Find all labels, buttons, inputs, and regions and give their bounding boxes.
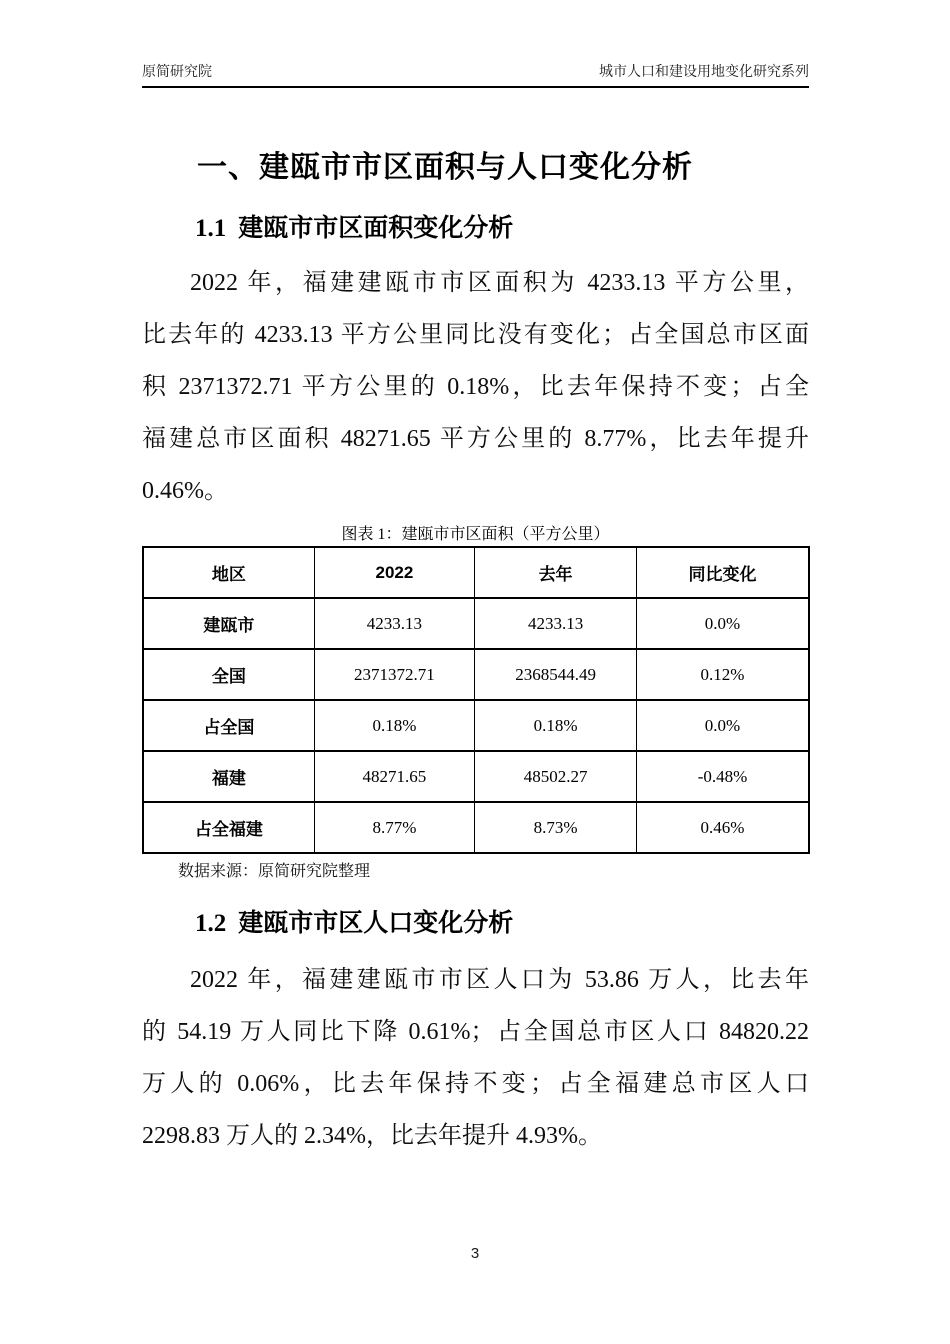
paragraph-line: 福建总市区面积 48271.65 平方公里的 8.77%，比去年提升 bbox=[142, 426, 809, 452]
area-table bbox=[142, 546, 810, 854]
page-number: 3 bbox=[470, 1245, 480, 1262]
table-row bbox=[143, 802, 809, 853]
paragraph-line: 的 54.19 万人同比下降 0.61%；占全国总市区人口 84820.22 bbox=[142, 1019, 809, 1045]
value-last-year: 8.73% bbox=[475, 802, 637, 853]
value-yoy: 0.46% bbox=[636, 802, 809, 853]
table-header-row bbox=[143, 547, 809, 598]
section-2-heading bbox=[142, 903, 809, 939]
column-header-yoy-change: 同比变化 bbox=[636, 547, 809, 598]
header-rule bbox=[142, 86, 809, 88]
value-2022: 48271.65 bbox=[314, 751, 475, 802]
data-source-note: 数据来源：原简研究院整理 bbox=[178, 863, 371, 880]
column-header-region: 地区 bbox=[143, 547, 314, 598]
column-header-2022: 2022 bbox=[314, 547, 475, 598]
table-row bbox=[143, 598, 809, 649]
paragraph-line: 万人的 0.06%，比去年保持不变；占全福建总市区人口 bbox=[142, 1071, 809, 1097]
section-2-heading-text: 建瓯市市区人口变化分析 bbox=[238, 909, 514, 937]
value-last-year: 4233.13 bbox=[475, 598, 637, 649]
table-row bbox=[143, 700, 809, 751]
value-2022: 4233.13 bbox=[314, 598, 475, 649]
section-2-number: 1.2 bbox=[195, 910, 227, 937]
table-row bbox=[143, 751, 809, 802]
header-right-text: 城市人口和建设用地变化研究系列 bbox=[599, 63, 809, 79]
value-yoy: -0.48% bbox=[636, 751, 809, 802]
table-row bbox=[143, 649, 809, 700]
value-2022: 2371372.71 bbox=[314, 649, 475, 700]
paragraph-line: 2022 年，福建建瓯市市区人口为 53.86 万人，比去年 bbox=[190, 967, 809, 993]
paragraph-line: 2298.83 万人的 2.34%，比去年提升 4.93%。 bbox=[142, 1123, 602, 1149]
row-label: 全国 bbox=[143, 649, 314, 700]
page-title: 一、建瓯市市区面积与人口变化分析 bbox=[197, 151, 693, 184]
section-1-heading bbox=[142, 208, 809, 244]
paragraph-line: 积 2371372.71 平方公里的 0.18%，比去年保持不变；占全 bbox=[142, 374, 809, 400]
row-label: 占全福建 bbox=[143, 802, 314, 853]
value-last-year: 48502.27 bbox=[475, 751, 637, 802]
header-left-text: 原简研究院 bbox=[142, 63, 212, 79]
paragraph-population-analysis bbox=[142, 954, 809, 1162]
value-last-year: 2368544.49 bbox=[475, 649, 637, 700]
paragraph-line: 2022 年，福建建瓯市市区面积为 4233.13 平方公里， bbox=[190, 270, 809, 296]
paragraph-line: 比去年的 4233.13 平方公里同比没有变化；占全国总市区面 bbox=[142, 322, 809, 348]
section-1-heading-text: 建瓯市市区面积变化分析 bbox=[238, 214, 514, 242]
value-yoy: 0.0% bbox=[636, 700, 809, 751]
column-header-last-year: 去年 bbox=[475, 547, 637, 598]
value-2022: 8.77% bbox=[314, 802, 475, 853]
running-header bbox=[142, 61, 809, 81]
paragraph-line: 0.46%。 bbox=[142, 478, 228, 504]
table-caption: 图表 1：建瓯市市区面积（平方公里） bbox=[341, 526, 610, 543]
value-last-year: 0.18% bbox=[475, 700, 637, 751]
row-label: 福建 bbox=[143, 751, 314, 802]
paragraph-area-analysis bbox=[142, 257, 809, 517]
value-2022: 0.18% bbox=[314, 700, 475, 751]
value-yoy: 0.12% bbox=[636, 649, 809, 700]
row-label: 建瓯市 bbox=[143, 598, 314, 649]
value-yoy: 0.0% bbox=[636, 598, 809, 649]
row-label: 占全国 bbox=[143, 700, 314, 751]
section-1-number: 1.1 bbox=[195, 215, 227, 242]
